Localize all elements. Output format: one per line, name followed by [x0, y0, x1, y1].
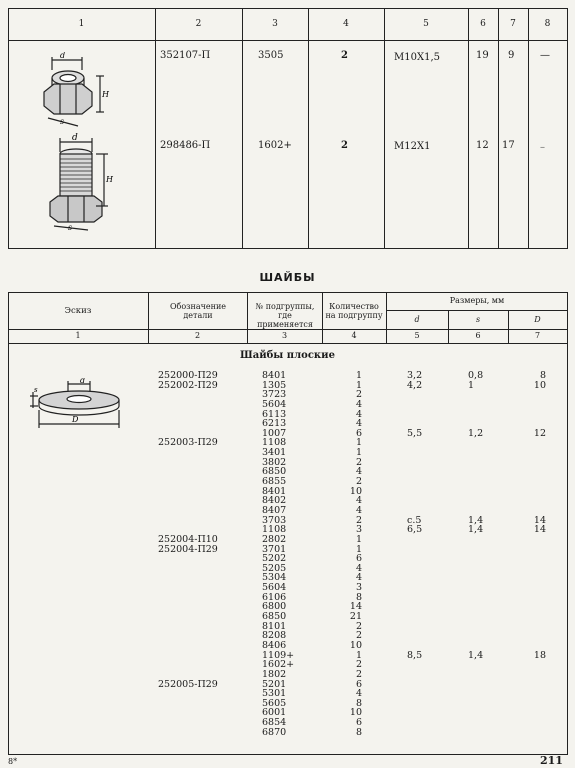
d-value-cell — [407, 410, 447, 420]
D-value-cell — [520, 699, 546, 709]
D-value-cell — [520, 448, 546, 458]
top-row1-c6: 19 — [476, 50, 489, 61]
top-row2-group: 1602+ — [258, 140, 292, 151]
D-value-cell — [520, 680, 546, 690]
subgroup-cell: 1108 — [262, 437, 287, 449]
bt-col-quantity — [330, 371, 362, 737]
bt-header-sizes: Размеры, мм — [449, 296, 505, 305]
bt-num-4: 4 — [351, 331, 357, 340]
quantity-cell: 3 — [355, 524, 362, 536]
bt-num-7: 7 — [534, 331, 541, 340]
quantity-cell: 10 — [349, 707, 362, 719]
d-value-cell — [407, 487, 447, 497]
designation-cell — [158, 737, 246, 747]
d-value-cell — [407, 602, 447, 612]
bt-header-line-2 — [8, 343, 568, 344]
D-value-cell: 14 — [533, 514, 546, 526]
bt-border-right — [567, 292, 568, 754]
subgroup-cell: 6213 — [262, 418, 287, 430]
s-value-cell — [468, 573, 508, 583]
quantity-cell: 10 — [349, 639, 362, 651]
sketch1-label-d: d — [60, 52, 66, 60]
s-value-cell — [468, 535, 508, 545]
subgroup-cell: 6001 — [262, 707, 287, 719]
d-value-cell — [407, 728, 447, 738]
bt-border-left — [8, 292, 9, 754]
designation-cell — [158, 487, 246, 497]
D-value-cell — [520, 573, 546, 583]
subgroup-cell: 1109+ — [262, 649, 295, 661]
subgroup-cell: 1602+ — [262, 659, 295, 671]
designation-cell — [158, 573, 246, 583]
subgroup-cell: 8401 — [262, 485, 287, 497]
subgroup-cell: 5301 — [262, 688, 287, 700]
quantity-cell: 4 — [355, 418, 362, 430]
D-value-cell — [520, 400, 546, 410]
s-value-cell — [468, 680, 508, 690]
D-value-cell: 18 — [533, 649, 546, 661]
quantity-cell: 6 — [355, 678, 362, 690]
washer-label-D: D — [72, 415, 79, 424]
D-value-cell — [520, 545, 546, 555]
subgroup-cell: 6800 — [262, 601, 287, 613]
designation-cell — [158, 410, 246, 420]
quantity-cell: 4 — [355, 408, 362, 420]
s-value-cell — [468, 583, 508, 593]
s-value-cell — [468, 708, 508, 718]
D-value-cell: 14 — [533, 524, 546, 536]
quantity-cell: 2 — [355, 668, 362, 680]
designation-cell — [158, 757, 246, 767]
D-value-cell — [520, 438, 546, 448]
designation-cell — [158, 622, 246, 632]
top-table-border-left — [8, 8, 9, 248]
D-value-cell — [520, 602, 546, 612]
quantity-cell: 4 — [355, 504, 362, 516]
subgroup-cell: 6113 — [262, 408, 287, 420]
quantity-cell: 2 — [355, 476, 362, 488]
d-value-cell — [407, 554, 447, 564]
D-value-cell — [520, 593, 546, 603]
page-number: 211 — [540, 754, 563, 767]
designation-cell: 252004-П29 — [158, 543, 218, 555]
top-row1-group: 3505 — [258, 50, 284, 61]
d-value-cell — [407, 593, 447, 603]
quantity-cell: 2 — [355, 659, 362, 671]
s-value-cell — [468, 545, 508, 555]
designation-cell — [158, 448, 246, 458]
D-value-cell — [520, 535, 546, 545]
quantity-cell: 1 — [355, 379, 362, 391]
top-header-8: 8 — [544, 19, 551, 29]
quantity-cell: 1 — [355, 447, 362, 459]
subgroup-cell: 3701 — [262, 543, 287, 555]
d-value-cell — [407, 535, 447, 545]
s-value-cell — [468, 448, 508, 458]
top-header-2: 2 — [195, 19, 202, 29]
D-value-cell — [520, 612, 546, 622]
D-value-cell — [520, 660, 546, 670]
quantity-cell: 4 — [355, 688, 362, 700]
quantity-cell: 2 — [355, 456, 362, 468]
bt-header-D: D — [534, 315, 541, 324]
designation-cell — [158, 467, 246, 477]
s-value-cell — [468, 670, 508, 680]
quantity-cell: 8 — [355, 726, 362, 738]
d-value-cell: 5,5 — [407, 427, 423, 439]
bt-num-1: 1 — [75, 331, 81, 340]
designation-cell — [158, 400, 246, 410]
bt-col-designation — [158, 371, 246, 766]
top-col-sep-6 — [498, 8, 499, 248]
subgroup-cell: 5201 — [262, 678, 287, 690]
subgroup-cell: 1802 — [262, 668, 287, 680]
designation-cell — [158, 506, 246, 516]
quantity-cell: 2 — [355, 389, 362, 401]
top-row1-c8: — — [540, 50, 550, 61]
top-row2-qty: 2 — [341, 140, 348, 151]
quantity-cell: 4 — [355, 572, 362, 584]
D-value-cell: 12 — [533, 427, 546, 439]
designation-cell — [158, 747, 246, 757]
d-value-cell — [407, 708, 447, 718]
bt-header-designation: Обозначение детали — [169, 302, 227, 320]
designation-cell — [158, 583, 246, 593]
d-value-cell — [407, 699, 447, 709]
top-table-border-right — [567, 8, 568, 248]
d-value-cell — [407, 631, 447, 641]
top-col-sep-1 — [155, 8, 156, 248]
d-value-cell: 3,2 — [407, 370, 423, 381]
designation-cell — [158, 516, 246, 526]
subgroup-cell: 5604 — [262, 398, 287, 410]
quantity-cell: 1 — [355, 543, 362, 555]
D-value-cell — [520, 708, 546, 718]
top-table-border-top — [8, 8, 568, 9]
d-value-cell: с.5 — [407, 514, 422, 526]
d-value-cell: 4,2 — [407, 379, 423, 391]
bt-header-s: s — [475, 315, 481, 324]
designation-cell — [158, 477, 246, 487]
s-value-cell: 1,4 — [468, 524, 484, 536]
subgroup-cell: 8401 — [262, 370, 287, 381]
quantity-cell: 6 — [355, 553, 362, 565]
subgroup-cell: 6854 — [262, 717, 287, 729]
quantity-cell: 6 — [355, 717, 362, 729]
D-value-cell: 10 — [533, 379, 546, 391]
quantity-cell: 4 — [355, 466, 362, 478]
s-value-cell — [468, 496, 508, 506]
designation-cell — [158, 419, 246, 429]
designation-cell: 252005-П29 — [158, 678, 218, 690]
designation-cell: 252004-П10 — [158, 533, 218, 545]
d-value-cell — [407, 400, 447, 410]
s-value-cell — [468, 458, 508, 468]
flat-washer-sketch-icon — [30, 378, 130, 438]
d-value-cell — [407, 496, 447, 506]
s-value-cell: 1,4 — [468, 514, 484, 526]
designation-cell — [158, 641, 246, 651]
D-value-cell: 8 — [539, 370, 546, 381]
bt-header-d: d — [414, 315, 420, 324]
d-value-cell — [407, 438, 447, 448]
union-nut-sketch-icon — [38, 132, 128, 232]
s-value-cell — [468, 631, 508, 641]
s-value-cell: 1 — [468, 379, 475, 391]
top-header-1: 1 — [78, 19, 85, 29]
designation-cell — [158, 496, 246, 506]
quantity-cell: 2 — [355, 630, 362, 642]
bt-header-line-1 — [8, 329, 568, 330]
designation-cell — [158, 612, 246, 622]
designation-cell — [158, 689, 246, 699]
top-row2-c8: – — [540, 142, 545, 153]
quantity-cell: 21 — [349, 611, 362, 623]
subgroup-cell: 6855 — [262, 476, 287, 488]
bt-col-d — [407, 371, 447, 737]
d-value-cell: 8,5 — [407, 649, 423, 661]
subgroup-cell: 3401 — [262, 447, 287, 459]
bt-num-3: 3 — [281, 331, 288, 340]
D-value-cell — [520, 718, 546, 728]
designation-cell — [158, 458, 246, 468]
top-row2-c6: 12 — [476, 140, 489, 151]
designation-cell: 252002-П29 — [158, 379, 218, 391]
bt-subtitle: Шайбы плоские — [240, 350, 335, 361]
d-value-cell — [407, 458, 447, 468]
subgroup-cell: 8407 — [262, 504, 287, 516]
D-value-cell — [520, 564, 546, 574]
subgroup-cell: 1108 — [262, 524, 287, 536]
top-row2-c7: 17 — [502, 140, 515, 151]
subgroup-cell: 6106 — [262, 591, 287, 603]
D-value-cell — [520, 583, 546, 593]
sketch2-label-d: d — [72, 133, 78, 143]
quantity-cell: 3 — [355, 582, 362, 594]
d-value-cell — [407, 689, 447, 699]
section-title: ШАЙБЫ — [259, 271, 316, 284]
sketch2-label-s: s — [68, 223, 73, 232]
subgroup-cell: 5605 — [262, 697, 287, 709]
s-value-cell — [468, 487, 508, 497]
quantity-cell: 4 — [355, 562, 362, 574]
top-col-sep-3 — [308, 8, 309, 248]
D-value-cell — [520, 477, 546, 487]
s-value-cell — [468, 689, 508, 699]
d-value-cell — [407, 660, 447, 670]
quantity-cell: 4 — [355, 495, 362, 507]
quantity-cell: 1 — [355, 370, 362, 381]
designation-cell: 252000-П29 — [158, 370, 218, 381]
D-value-cell — [520, 390, 546, 400]
s-value-cell — [468, 438, 508, 448]
bt-col-subgroup — [262, 371, 302, 737]
subgroup-cell: 8406 — [262, 639, 287, 651]
top-header-3: 3 — [272, 19, 278, 29]
D-value-cell — [520, 728, 546, 738]
s-value-cell — [468, 593, 508, 603]
quantity-cell: 10 — [349, 485, 362, 497]
subgroup-cell: 1007 — [262, 427, 287, 439]
top-col-sep-4 — [384, 8, 385, 248]
D-value-cell — [520, 554, 546, 564]
quantity-cell: 6 — [355, 427, 362, 439]
subgroup-cell: 3802 — [262, 456, 287, 468]
subgroup-cell: 6850 — [262, 466, 287, 478]
subgroup-cell: 8101 — [262, 620, 287, 632]
designation-cell — [158, 651, 246, 661]
s-value-cell — [468, 390, 508, 400]
top-header-6: 6 — [480, 19, 486, 29]
s-value-cell — [468, 410, 508, 420]
s-value-cell — [468, 564, 508, 574]
cap-nut-sketch-icon — [30, 52, 120, 132]
d-value-cell — [407, 448, 447, 458]
d-value-cell — [407, 564, 447, 574]
designation-cell — [158, 390, 246, 400]
bt-header-quantity: Количество на подгруппу — [325, 302, 383, 320]
quantity-cell: 8 — [355, 591, 362, 603]
bt-num-2: 2 — [194, 331, 201, 340]
s-value-cell — [468, 477, 508, 487]
s-value-cell — [468, 622, 508, 632]
top-col-sep-2 — [242, 8, 243, 248]
top-row1-c7: 9 — [508, 50, 515, 61]
s-value-cell: 1,2 — [468, 427, 484, 439]
d-value-cell — [407, 718, 447, 728]
subgroup-cell: 2802 — [262, 533, 287, 545]
subgroup-cell: 8402 — [262, 495, 287, 507]
designation-cell — [158, 718, 246, 728]
top-row1-code: 352107-П — [160, 50, 211, 61]
designation-cell: 252003-П29 — [158, 437, 218, 449]
sketch1-label-s: s — [60, 117, 65, 126]
d-value-cell — [407, 545, 447, 555]
designation-cell — [158, 660, 246, 670]
D-value-cell — [520, 458, 546, 468]
designation-cell — [158, 708, 246, 718]
subgroup-cell: 3703 — [262, 514, 287, 526]
s-value-cell — [468, 699, 508, 709]
s-value-cell — [468, 718, 508, 728]
footer-signature: 8* — [8, 757, 18, 766]
bt-header-subgroup: № подгруппы, где применяется — [255, 302, 315, 329]
quantity-cell: 1 — [355, 437, 362, 449]
sketch2-label-h: H — [106, 175, 113, 184]
subgroup-cell: 1305 — [262, 379, 287, 391]
s-value-cell — [468, 554, 508, 564]
D-value-cell — [520, 689, 546, 699]
s-value-cell — [468, 400, 508, 410]
bt-sizes-line — [386, 310, 568, 311]
designation-cell — [158, 602, 246, 612]
quantity-cell: 14 — [349, 601, 362, 613]
quantity-cell: 2 — [355, 514, 362, 526]
d-value-cell — [407, 612, 447, 622]
top-header-4: 4 — [343, 19, 349, 29]
designation-cell — [158, 593, 246, 603]
subgroup-cell: 8208 — [262, 630, 287, 642]
s-value-cell: 1,4 — [468, 649, 484, 661]
quantity-cell: 4 — [355, 398, 362, 410]
s-value-cell — [468, 612, 508, 622]
designation-cell — [158, 554, 246, 564]
bt-border-top — [8, 292, 568, 293]
sketch1-label-h: H — [102, 90, 109, 99]
quantity-cell: 1 — [355, 649, 362, 661]
top-header-7: 7 — [510, 19, 516, 29]
bt-border-bottom — [8, 754, 568, 755]
s-value-cell — [468, 602, 508, 612]
quantity-cell: 1 — [355, 533, 362, 545]
bt-num-5: 5 — [414, 331, 420, 340]
designation-cell — [158, 631, 246, 641]
D-value-cell — [520, 496, 546, 506]
d-value-cell — [407, 670, 447, 680]
d-value-cell — [407, 467, 447, 477]
washer-label-d: d — [80, 378, 86, 385]
top-table-header-line — [8, 40, 568, 41]
d-value-cell — [407, 622, 447, 632]
s-value-cell — [468, 660, 508, 670]
subgroup-cell: 5205 — [262, 562, 287, 574]
top-col-sep-5 — [468, 8, 469, 248]
d-value-cell — [407, 680, 447, 690]
designation-cell — [158, 728, 246, 738]
top-col-sep-7 — [528, 8, 529, 248]
subgroup-cell: 3723 — [262, 389, 287, 401]
bt-header-sketch: Эскиз — [64, 306, 92, 316]
d-value-cell — [407, 390, 447, 400]
d-value-cell — [407, 583, 447, 593]
top-row1-qty: 2 — [341, 50, 348, 61]
bt-col-D — [520, 371, 546, 737]
subgroup-cell: 5604 — [262, 582, 287, 594]
d-value-cell — [407, 477, 447, 487]
top-row1-thread: М10Х1,5 — [394, 52, 440, 63]
s-value-cell: 0,8 — [468, 370, 484, 381]
designation-cell — [158, 564, 246, 574]
D-value-cell — [520, 622, 546, 632]
D-value-cell — [520, 410, 546, 420]
subgroup-cell: 6850 — [262, 611, 287, 623]
bt-num-6: 6 — [475, 331, 481, 340]
D-value-cell — [520, 631, 546, 641]
washer-label-s: s — [34, 386, 38, 394]
s-value-cell — [468, 728, 508, 738]
subgroup-cell: 5202 — [262, 553, 287, 565]
quantity-cell: 2 — [355, 620, 362, 632]
s-value-cell — [468, 467, 508, 477]
quantity-cell: 8 — [355, 697, 362, 709]
top-row2-thread: М12Х1 — [394, 141, 431, 152]
top-table-border-bottom — [8, 248, 568, 249]
designation-cell — [158, 699, 246, 709]
top-header-5: 5 — [423, 19, 429, 29]
subgroup-cell: 6870 — [262, 726, 287, 738]
D-value-cell — [520, 487, 546, 497]
subgroup-cell: 5304 — [262, 572, 287, 584]
top-row2-code: 298486-П — [160, 140, 211, 151]
D-value-cell — [520, 467, 546, 477]
D-value-cell — [520, 670, 546, 680]
d-value-cell — [407, 573, 447, 583]
d-value-cell: 6,5 — [407, 524, 423, 536]
bt-col-s — [468, 371, 508, 737]
